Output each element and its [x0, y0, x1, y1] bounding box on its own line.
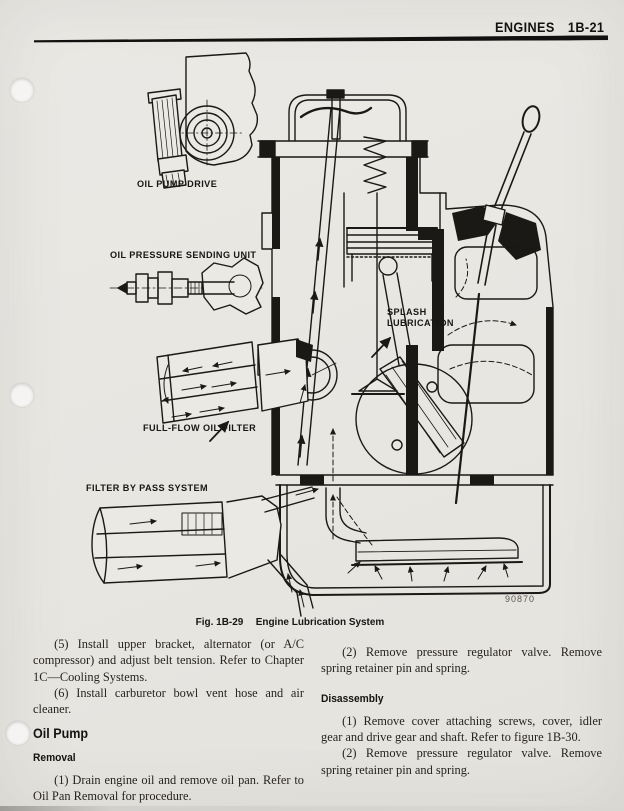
paragraph-remove-flange-bolts: (2) Remove pressure regulator valve. Remove spring retainer pin and spring. [321, 645, 602, 676]
punch-hole-bottom [6, 721, 30, 745]
paragraph-install-bracket: (5) Install upper bracket, alternator (or A/C compressor) and adjust belt tension. Refer to Chapter 1C—Cooling Systems. [33, 637, 304, 684]
heading-oil-pump: Oil Pump [33, 726, 89, 742]
page-header [495, 20, 604, 35]
header-section: ENGINES [494, 20, 555, 35]
dipstick-drawing [456, 104, 542, 503]
paragraph-install-carburetor: (6) Install carburetor bowl vent hose and air cleaner. [33, 685, 304, 717]
figure-caption [106, 616, 475, 628]
figure-engine-lubrication [0, 45, 624, 617]
label-oil-pressure-sending-unit: OIL PRESSURE SENDING UNIT [110, 250, 257, 261]
figure-caption-number: Fig. 1B-29 [195, 616, 244, 628]
label-splash-line2: LUBRICATION [387, 318, 454, 329]
figure-photo-code: 90870 [505, 594, 536, 604]
text-column-left [33, 636, 304, 805]
heading-disassembly: Disassembly [321, 692, 384, 705]
label-oil-pump-drive: OIL PUMP DRIVE [137, 179, 218, 190]
label-filter-bypass-system: FILTER BY PASS SYSTEM [86, 483, 209, 494]
header-page-number: 1B-21 [567, 20, 604, 35]
splash-pointer-arrow [372, 338, 390, 357]
oil-pressure-sending-unit-drawing [110, 258, 263, 314]
text-column-right [321, 644, 602, 778]
paragraph-remove-regulator: (2) Remove pressure regulator valve. Remove spring retainer pin and spring. [321, 746, 602, 777]
header-rule [34, 35, 608, 44]
oil-pump-drive-drawing [148, 53, 257, 188]
figure-caption-title: Engine Lubrication System [255, 616, 385, 628]
filter-bypass-system-drawing [92, 487, 318, 616]
paragraph-remove-cover: (1) Remove cover attaching screws, cover, idler gear and drive gear and shaft. Refer to figure 1B-30. [321, 713, 602, 745]
label-splash-line1: SPLASH [387, 307, 427, 318]
engine-lubrication-diagram [0, 45, 624, 617]
label-full-flow-oil-filter: FULL-FLOW OIL FILTER [143, 423, 257, 434]
heading-removal: Removal [33, 751, 76, 764]
paragraph-drain-oil: (1) Drain engine oil and remove oil pan. Refer to Oil Pan Removal for procedure. [33, 773, 304, 804]
